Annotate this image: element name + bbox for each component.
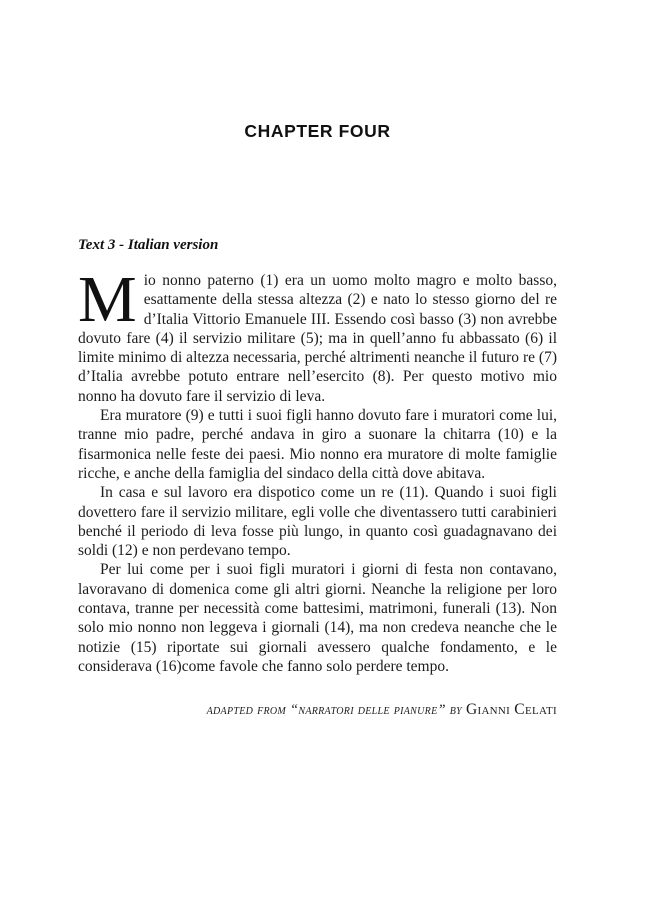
body-text	[78, 263, 557, 676]
paragraph-1	[78, 263, 557, 406]
drop-cap: M	[78, 263, 137, 336]
attribution-line	[78, 701, 557, 719]
paragraph-2: Era muratore (9) e tutti i suoi figli hanno dovuto fare i muratori come lui, tranne mio padre, perché andava in giro a suonare la chitarra (10) e la fisarmonica nelle feste dei paesi. Mio nonno era muratore di molte famiglie ricche, e anche della famiglia del sindaco della città dove abitava.	[78, 407, 557, 482]
attribution-prefix: adapted from “narratori delle pianure” by	[206, 702, 466, 719]
paragraph-4: Per lui come per i suoi figli muratori i giorni di festa non contavano, lavoravano di domenica come gli altri giorni. Neanche la religione per loro contava, tranne per necessità come battesimi, matrimoni, funerali (13). Non solo mio nonno non leggeva i giornali (14), ma non credeva neanche che le notizie (15) riportate sui giornali avessero qualche fondamento, e le considerava (16)come favole che fanno solo perdere tempo.	[78, 561, 557, 675]
paragraph-3: In casa e sul lavoro era dispotico come un re (11). Quando i suoi figli dovettero fare il servizio militare, egli volle che diventassero tutti carabinieri benché il periodo di leva fosse più lungo, in quanto così guadagnavano dei soldi (12) e non perdevano tempo.	[78, 484, 557, 560]
paragraph-1-text: io nonno paterno (1) era un uomo molto magro e molto basso, esattamente della stessa altezza (2) e nato lo stesso giorno del re d’Italia Vittorio Emanuele III. Essendo così basso (3) non avrebbe dovuto fare (4) il servizio militare (5); ma in quell’anno fu abbassato (6) il limite minimo di altezza necessaria, perché altrimenti neanche il futuro re (7) d’Italia avrebbe potuto entrare nell’esercito (8). Per questo motivo mio nonno ha dovuto fare il servizio di leva.	[78, 272, 557, 405]
chapter-heading: CHAPTER FOUR	[244, 121, 391, 141]
attribution-author: Gianni Celati	[465, 701, 557, 719]
section-subtitle: Text 3 - Italian version	[78, 237, 219, 253]
